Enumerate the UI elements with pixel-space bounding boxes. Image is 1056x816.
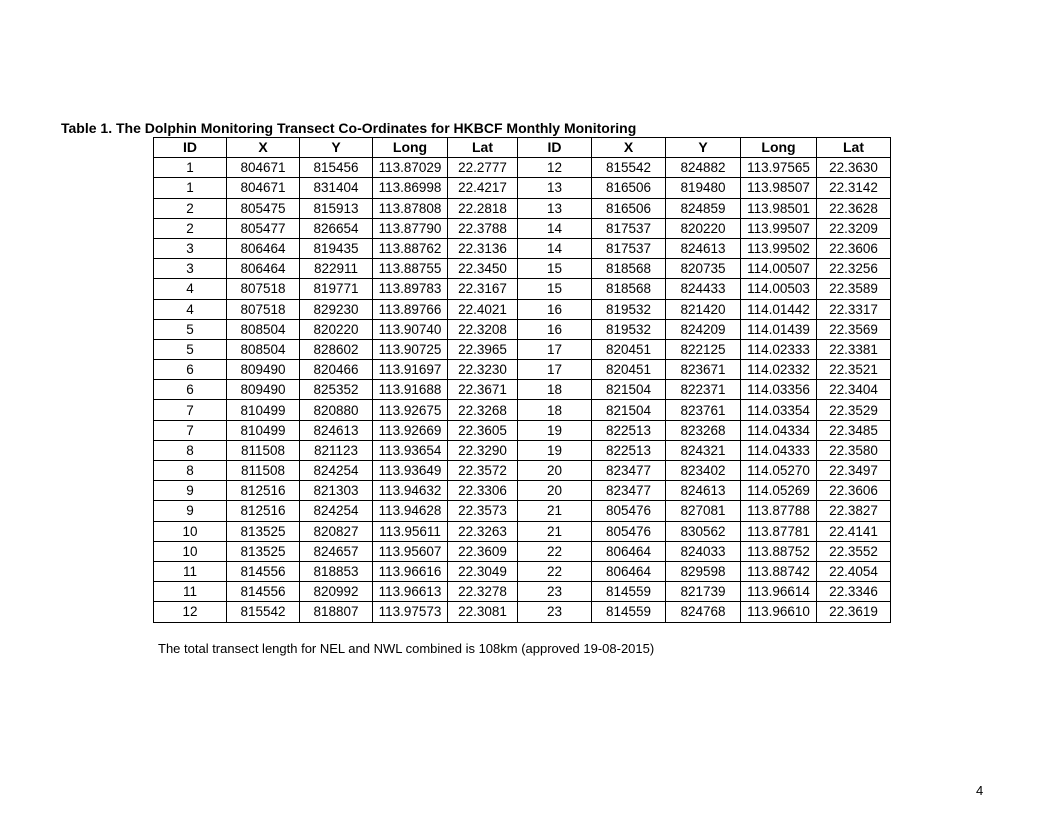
table-cell: 824433 [666, 279, 741, 299]
transect-length-note: The total transect length for NEL and NWL combined is 108km (approved 19-08-2015) [158, 641, 655, 656]
table-cell: 820220 [300, 319, 373, 339]
table-cell: 23 [518, 582, 592, 602]
page-number: 4 [976, 783, 984, 798]
table-row [154, 158, 891, 178]
table-row [154, 602, 891, 622]
table-cell: 821420 [666, 299, 741, 319]
table-cell: 113.95611 [373, 521, 448, 541]
table-cell: 19 [518, 420, 592, 440]
table-cell: 809490 [227, 360, 300, 380]
table-cell: 819532 [592, 299, 666, 319]
column-header: ID [518, 138, 592, 158]
table-cell: 22.3256 [817, 259, 891, 279]
table-cell: 810499 [227, 420, 300, 440]
table-cell: 822125 [666, 339, 741, 359]
table-cell: 814556 [227, 561, 300, 581]
table-cell: 113.91688 [373, 380, 448, 400]
column-header: Long [741, 138, 817, 158]
table-cell: 113.96616 [373, 561, 448, 581]
table-cell: 829230 [300, 299, 373, 319]
table-cell: 808504 [227, 319, 300, 339]
table-row [154, 198, 891, 218]
table-cell: 804671 [227, 158, 300, 178]
table-cell: 816506 [592, 198, 666, 218]
table-cell: 821504 [592, 400, 666, 420]
table-cell: 9 [154, 501, 227, 521]
table-row [154, 319, 891, 339]
column-header: ID [154, 138, 227, 158]
table-cell: 807518 [227, 299, 300, 319]
table-cell: 3 [154, 259, 227, 279]
table-cell: 16 [518, 319, 592, 339]
table-cell: 9 [154, 481, 227, 501]
table-cell: 22.3630 [817, 158, 891, 178]
table-cell: 10 [154, 521, 227, 541]
column-header: Y [300, 138, 373, 158]
column-header: Lat [448, 138, 518, 158]
table-cell: 113.87788 [741, 501, 817, 521]
table-cell: 818568 [592, 279, 666, 299]
column-header: X [592, 138, 666, 158]
table-cell: 814556 [227, 582, 300, 602]
table-cell: 824254 [300, 501, 373, 521]
table-cell: 113.96613 [373, 582, 448, 602]
table-cell: 823477 [592, 481, 666, 501]
table-cell: 812516 [227, 501, 300, 521]
table-cell: 113.95607 [373, 541, 448, 561]
table-cell: 19 [518, 440, 592, 460]
table-cell: 22.3346 [817, 582, 891, 602]
table-row [154, 440, 891, 460]
table-cell: 113.90725 [373, 339, 448, 359]
table-row [154, 501, 891, 521]
table-row [154, 400, 891, 420]
table-cell: 821504 [592, 380, 666, 400]
table-cell: 820880 [300, 400, 373, 420]
table-cell: 820827 [300, 521, 373, 541]
table-cell: 113.87808 [373, 198, 448, 218]
table-cell: 814559 [592, 582, 666, 602]
table-cell: 813525 [227, 521, 300, 541]
table-cell: 22.4054 [817, 561, 891, 581]
table-cell: 824613 [300, 420, 373, 440]
table-cell: 22.3450 [448, 259, 518, 279]
table-cell: 818568 [592, 259, 666, 279]
table-cell: 829598 [666, 561, 741, 581]
table-cell: 22 [518, 561, 592, 581]
table-cell: 113.87781 [741, 521, 817, 541]
table-cell: 22.3589 [817, 279, 891, 299]
table-cell: 806464 [592, 561, 666, 581]
table-cell: 817537 [592, 218, 666, 238]
table-row [154, 380, 891, 400]
table-cell: 824321 [666, 440, 741, 460]
table-cell: 22.3278 [448, 582, 518, 602]
table-cell: 113.94632 [373, 481, 448, 501]
table-cell: 113.92675 [373, 400, 448, 420]
table-cell: 22.3619 [817, 602, 891, 622]
table-cell: 806464 [227, 259, 300, 279]
table-cell: 822911 [300, 259, 373, 279]
table-cell: 114.04333 [741, 440, 817, 460]
table-cell: 820451 [592, 360, 666, 380]
table-cell: 2 [154, 218, 227, 238]
table-cell: 22.3230 [448, 360, 518, 380]
table-cell: 824613 [666, 238, 741, 258]
table-cell: 825352 [300, 380, 373, 400]
table-cell: 22.3573 [448, 501, 518, 521]
table-row [154, 218, 891, 238]
table-row [154, 299, 891, 319]
table-cell: 114.05269 [741, 481, 817, 501]
table-cell: 22.3569 [817, 319, 891, 339]
table-cell: 22.3521 [817, 360, 891, 380]
table-cell: 113.99502 [741, 238, 817, 258]
table-cell: 22.3049 [448, 561, 518, 581]
table-cell: 113.89766 [373, 299, 448, 319]
table-cell: 16 [518, 299, 592, 319]
table-cell: 22.3497 [817, 461, 891, 481]
table-cell: 22.3404 [817, 380, 891, 400]
table-cell: 805475 [227, 198, 300, 218]
table-cell: 823402 [666, 461, 741, 481]
table-cell: 17 [518, 360, 592, 380]
table-cell: 22.4141 [817, 521, 891, 541]
table-cell: 820451 [592, 339, 666, 359]
transect-coordinates-table [153, 137, 891, 623]
table-cell: 113.88742 [741, 561, 817, 581]
table-cell: 22.3827 [817, 501, 891, 521]
table-cell: 113.97565 [741, 158, 817, 178]
table-cell: 816506 [592, 178, 666, 198]
table-cell: 18 [518, 380, 592, 400]
table-cell: 815913 [300, 198, 373, 218]
table-row [154, 279, 891, 299]
table-cell: 824859 [666, 198, 741, 218]
table-cell: 20 [518, 481, 592, 501]
table-cell: 805477 [227, 218, 300, 238]
table-cell: 113.96614 [741, 582, 817, 602]
table-cell: 811508 [227, 461, 300, 481]
table-cell: 22 [518, 541, 592, 561]
table-cell: 826654 [300, 218, 373, 238]
table-cell: 824033 [666, 541, 741, 561]
table-row [154, 481, 891, 501]
table-cell: 22.3268 [448, 400, 518, 420]
table-cell: 831404 [300, 178, 373, 198]
table-cell: 113.86998 [373, 178, 448, 198]
table-cell: 819435 [300, 238, 373, 258]
table-cell: 22.3142 [817, 178, 891, 198]
table-cell: 823761 [666, 400, 741, 420]
table-row [154, 561, 891, 581]
table-cell: 824209 [666, 319, 741, 339]
column-header: X [227, 138, 300, 158]
table-cell: 17 [518, 339, 592, 359]
table-cell: 818807 [300, 602, 373, 622]
table-cell: 821303 [300, 481, 373, 501]
table-cell: 808504 [227, 339, 300, 359]
table-cell: 811508 [227, 440, 300, 460]
table-cell: 113.97573 [373, 602, 448, 622]
table-cell: 1 [154, 158, 227, 178]
table-cell: 11 [154, 561, 227, 581]
table-cell: 813525 [227, 541, 300, 561]
table-cell: 113.91697 [373, 360, 448, 380]
table-cell: 22.3628 [817, 198, 891, 218]
table-cell: 12 [154, 602, 227, 622]
table-cell: 823268 [666, 420, 741, 440]
table-cell: 114.00503 [741, 279, 817, 299]
table-cell: 113.93649 [373, 461, 448, 481]
table-cell: 114.01439 [741, 319, 817, 339]
table-cell: 22.3965 [448, 339, 518, 359]
table-cell: 114.02332 [741, 360, 817, 380]
table-cell: 822513 [592, 420, 666, 440]
table-cell: 113.92669 [373, 420, 448, 440]
table-cell: 113.87029 [373, 158, 448, 178]
table-cell: 113.88752 [741, 541, 817, 561]
table-cell: 824657 [300, 541, 373, 561]
table-cell: 812516 [227, 481, 300, 501]
column-header: Long [373, 138, 448, 158]
table-cell: 113.99507 [741, 218, 817, 238]
table-cell: 828602 [300, 339, 373, 359]
table-cell: 3 [154, 238, 227, 258]
table-cell: 22.3208 [448, 319, 518, 339]
table-cell: 819771 [300, 279, 373, 299]
table-cell: 14 [518, 218, 592, 238]
table-cell: 114.01442 [741, 299, 817, 319]
table-cell: 805476 [592, 521, 666, 541]
table-cell: 821123 [300, 440, 373, 460]
table-cell: 113.98507 [741, 178, 817, 198]
table-cell: 12 [518, 158, 592, 178]
table-row [154, 521, 891, 541]
table-cell: 22.3606 [817, 238, 891, 258]
table-cell: 8 [154, 461, 227, 481]
table-cell: 114.02333 [741, 339, 817, 359]
table-cell: 820992 [300, 582, 373, 602]
table-cell: 22.3081 [448, 602, 518, 622]
table-cell: 22.3580 [817, 440, 891, 460]
table-cell: 114.03354 [741, 400, 817, 420]
table-cell: 14 [518, 238, 592, 258]
table-cell: 113.88762 [373, 238, 448, 258]
table-row [154, 461, 891, 481]
table-cell: 820466 [300, 360, 373, 380]
table-cell: 6 [154, 360, 227, 380]
table-cell: 820220 [666, 218, 741, 238]
table-cell: 824882 [666, 158, 741, 178]
table-cell: 113.87790 [373, 218, 448, 238]
table-cell: 22.2777 [448, 158, 518, 178]
table-cell: 821739 [666, 582, 741, 602]
table-cell: 113.90740 [373, 319, 448, 339]
table-cell: 819480 [666, 178, 741, 198]
table-cell: 113.98501 [741, 198, 817, 218]
table-cell: 22.3572 [448, 461, 518, 481]
table-cell: 805476 [592, 501, 666, 521]
table-cell: 827081 [666, 501, 741, 521]
table-cell: 22.3167 [448, 279, 518, 299]
table-cell: 823671 [666, 360, 741, 380]
table-cell: 1 [154, 178, 227, 198]
table-cell: 22.3671 [448, 380, 518, 400]
table-cell: 22.3788 [448, 218, 518, 238]
table-cell: 22.3317 [817, 299, 891, 319]
table-cell: 13 [518, 178, 592, 198]
table-cell: 824613 [666, 481, 741, 501]
table-cell: 7 [154, 420, 227, 440]
table-cell: 113.89783 [373, 279, 448, 299]
table-cell: 22.3485 [817, 420, 891, 440]
table-cell: 822513 [592, 440, 666, 460]
table-cell: 8 [154, 440, 227, 460]
table-cell: 113.88755 [373, 259, 448, 279]
table-row [154, 582, 891, 602]
table-cell: 22.3605 [448, 420, 518, 440]
table-cell: 809490 [227, 380, 300, 400]
table-cell: 823477 [592, 461, 666, 481]
table-cell: 814559 [592, 602, 666, 622]
table-cell: 113.93654 [373, 440, 448, 460]
table-cell: 20 [518, 461, 592, 481]
table-cell: 807518 [227, 279, 300, 299]
table-cell: 22.3290 [448, 440, 518, 460]
table-cell: 822371 [666, 380, 741, 400]
table-cell: 815542 [592, 158, 666, 178]
table-cell: 4 [154, 299, 227, 319]
table-cell: 830562 [666, 521, 741, 541]
table-cell: 824768 [666, 602, 741, 622]
table-row [154, 259, 891, 279]
table-cell: 22.3381 [817, 339, 891, 359]
table-cell: 22.3263 [448, 521, 518, 541]
table-row [154, 339, 891, 359]
table-cell: 5 [154, 339, 227, 359]
table-cell: 817537 [592, 238, 666, 258]
table-cell: 10 [154, 541, 227, 561]
table-cell: 5 [154, 319, 227, 339]
table-cell: 11 [154, 582, 227, 602]
table-row [154, 541, 891, 561]
table-cell: 13 [518, 198, 592, 218]
table-row [154, 420, 891, 440]
table-cell: 113.94628 [373, 501, 448, 521]
table-row [154, 360, 891, 380]
table-cell: 815456 [300, 158, 373, 178]
table-cell: 23 [518, 602, 592, 622]
table-cell: 22.3606 [817, 481, 891, 501]
table-cell: 815542 [227, 602, 300, 622]
table-cell: 22.3306 [448, 481, 518, 501]
table-cell: 22.4217 [448, 178, 518, 198]
table-cell: 21 [518, 501, 592, 521]
table-header-row [154, 138, 891, 158]
table-cell: 819532 [592, 319, 666, 339]
table-cell: 820735 [666, 259, 741, 279]
table-caption: Table 1. The Dolphin Monitoring Transect Co-Ordinates for HKBCF Monthly Monitoring [61, 120, 637, 136]
table-cell: 22.3209 [817, 218, 891, 238]
table-cell: 22.4021 [448, 299, 518, 319]
table-cell: 114.05270 [741, 461, 817, 481]
table-cell: 6 [154, 380, 227, 400]
table-cell: 22.3609 [448, 541, 518, 561]
table-cell: 806464 [227, 238, 300, 258]
table-row [154, 178, 891, 198]
table-cell: 824254 [300, 461, 373, 481]
table-cell: 114.04334 [741, 420, 817, 440]
table-cell: 804671 [227, 178, 300, 198]
table-cell: 22.3136 [448, 238, 518, 258]
table-cell: 18 [518, 400, 592, 420]
table-cell: 7 [154, 400, 227, 420]
column-header: Lat [817, 138, 891, 158]
table-cell: 15 [518, 259, 592, 279]
table-cell: 114.03356 [741, 380, 817, 400]
table-cell: 2 [154, 198, 227, 218]
table-cell: 114.00507 [741, 259, 817, 279]
table-cell: 22.3529 [817, 400, 891, 420]
table-cell: 15 [518, 279, 592, 299]
table-cell: 4 [154, 279, 227, 299]
table-cell: 818853 [300, 561, 373, 581]
column-header: Y [666, 138, 741, 158]
table-cell: 806464 [592, 541, 666, 561]
table-cell: 22.3552 [817, 541, 891, 561]
table-cell: 21 [518, 521, 592, 541]
table-cell: 22.2818 [448, 198, 518, 218]
table-cell: 113.96610 [741, 602, 817, 622]
table-cell: 810499 [227, 400, 300, 420]
table-row [154, 238, 891, 258]
